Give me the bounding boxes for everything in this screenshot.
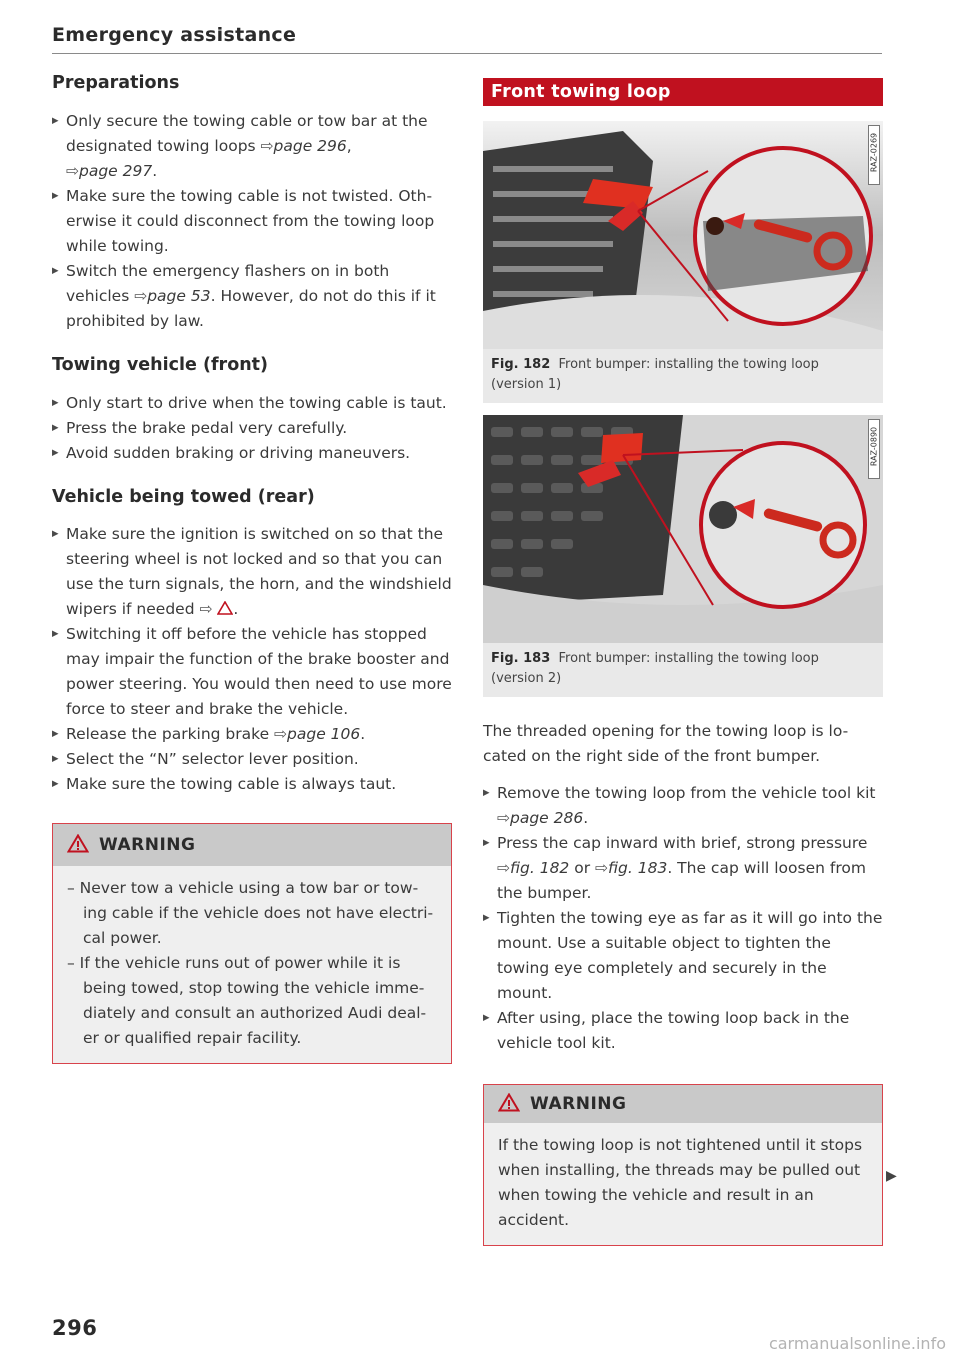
watermark: carmanualsonline.info — [768, 1334, 946, 1353]
page-header — [52, 24, 882, 54]
warning-title: WARNING — [530, 1094, 627, 1114]
ref-arrow-icon: ⇨ — [497, 809, 510, 827]
fig-code-label: RAZ-0269 — [868, 125, 880, 185]
warning-item: – Never tow a vehicle using a tow bar or tow-ing cable if the vehicle does not have electri-cal power. — [67, 879, 434, 948]
figure-182 — [483, 121, 883, 403]
towed-vehicle-steps — [52, 522, 452, 797]
fig-183-image — [483, 415, 883, 643]
warning-body — [53, 866, 451, 1063]
warning-text: If the towing loop is not tightened until it stops when installing, the threads may be pulled out when towing the vehicle and result in an accident. — [498, 1136, 863, 1229]
intro-paragraph: The threaded opening for the towing loop is lo-cated on the right side of the front bumper. — [483, 722, 849, 765]
list-item: ▶ Only secure the towing cable or tow bar at the designated towing loops ⇨page 296, ⇨page 297. — [52, 109, 452, 184]
fig-code-label: RAZ-0890 — [868, 419, 880, 479]
warning-header — [484, 1085, 882, 1123]
list-item: ▶ Switch the emergency flashers on in both vehicles ⇨page 53. However, do not do this if it prohibited by law. — [52, 259, 452, 334]
warning-box — [483, 1084, 883, 1246]
ref-arrow-icon: ⇨ — [274, 725, 288, 744]
list-item: ▶ Make sure the towing cable is not twisted. Oth-erwise it could disconnect from the towing loop while towing. — [52, 184, 452, 259]
fig-label: Fig. 183 — [491, 651, 551, 666]
list-item: ▶ After using, place the towing loop back in the vehicle tool kit. — [483, 1006, 883, 1056]
list-item: ▶ Only start to drive when the towing cable is taut. — [52, 391, 452, 416]
towed-vehicle-heading: Vehicle being towed (rear) — [52, 486, 315, 507]
ref-arrow-icon: ⇨ — [199, 600, 213, 619]
warning-triangle-icon — [67, 834, 89, 857]
list-item: ▶ Tighten the towing eye as far as it will go into the mount. Use a suitable object to tighten the towing eye completely and securely in the mount. — [483, 906, 883, 1006]
ref-arrow-icon: ⇨ — [260, 136, 274, 155]
page-number: 296 — [52, 1316, 98, 1340]
page-link[interactable]: page 106 — [287, 725, 361, 744]
figure-link[interactable]: fig. 183 — [608, 859, 668, 877]
section-title: Front towing loop — [491, 82, 671, 102]
fig-label: Fig. 182 — [491, 357, 551, 372]
right-column — [483, 72, 883, 1246]
figure-183 — [483, 415, 883, 697]
preparations-steps — [52, 109, 452, 334]
continue-arrow-icon: ▶ — [886, 1168, 897, 1184]
page-link[interactable]: page 296 — [273, 136, 347, 155]
ref-arrow-icon: ⇨ — [497, 859, 510, 877]
list-item: ▶ Press the brake pedal very carefully. — [52, 416, 452, 441]
list-item: ▶ Switching it off before the vehicle has stopped may impair the function of the brake booster and power steering. You would then need to use more force to steer and brake the vehicle. — [52, 622, 452, 722]
warning-triangle-icon — [498, 1093, 520, 1116]
towing-vehicle-heading: Towing vehicle (front) — [52, 354, 269, 375]
warning-item: – If the vehicle runs out of power while it is being towed, stop towing the vehicle imme-diately and consult an authorized Audi deal-er or qualified repair facility. — [67, 954, 427, 1048]
list-item: ▶ Make sure the towing cable is always taut. — [52, 772, 452, 797]
ref-arrow-icon: ⇨ — [134, 286, 148, 305]
fig-182-image — [483, 121, 883, 349]
warning-body — [484, 1123, 882, 1245]
header-title: Emergency assistance — [52, 24, 297, 46]
preparations-heading: Preparations — [52, 73, 180, 93]
list-item: ▶ Press the cap inward with brief, strong pressure ⇨fig. 182 or ⇨fig. 183. The cap will loosen from the bumper. — [483, 831, 883, 906]
warning-triangle-icon[interactable] — [217, 600, 233, 618]
page-link[interactable]: page 297 — [79, 161, 153, 180]
ref-arrow-icon: ⇨ — [66, 161, 79, 180]
left-column — [52, 72, 452, 1064]
page-link[interactable]: page 53 — [147, 286, 211, 305]
list-item: ▶ Select the “N” selector lever position. — [52, 747, 452, 772]
towing-loop-steps — [483, 781, 883, 1056]
ref-arrow-icon: ⇨ — [595, 859, 609, 877]
fig-183-caption: Fig. 183 Front bumper: installing the towing loop (version 2) — [491, 651, 819, 686]
warning-box — [52, 823, 452, 1064]
figure-link[interactable]: fig. 182 — [510, 859, 570, 877]
fig-182-caption: Fig. 182 Front bumper: installing the towing loop (version 1) — [491, 357, 819, 392]
section-title-bar — [483, 78, 883, 106]
list-item: ▶ Release the parking brake ⇨page 106. — [52, 722, 452, 747]
warning-title: WARNING — [99, 835, 196, 856]
list-item: ▶ Avoid sudden braking or driving maneuvers. — [52, 441, 452, 466]
page-link[interactable]: page 286 — [510, 809, 584, 827]
warning-header — [53, 824, 451, 866]
list-item: ▶ Remove the towing loop from the vehicle tool kit ⇨page 286. — [483, 781, 883, 831]
towing-vehicle-steps — [52, 391, 452, 466]
list-item: ▶ Make sure the ignition is switched on so that the steering wheel is not locked and so that you can use the turn signals, the horn, and the windshield wipers if needed ⇨ . — [52, 522, 452, 622]
